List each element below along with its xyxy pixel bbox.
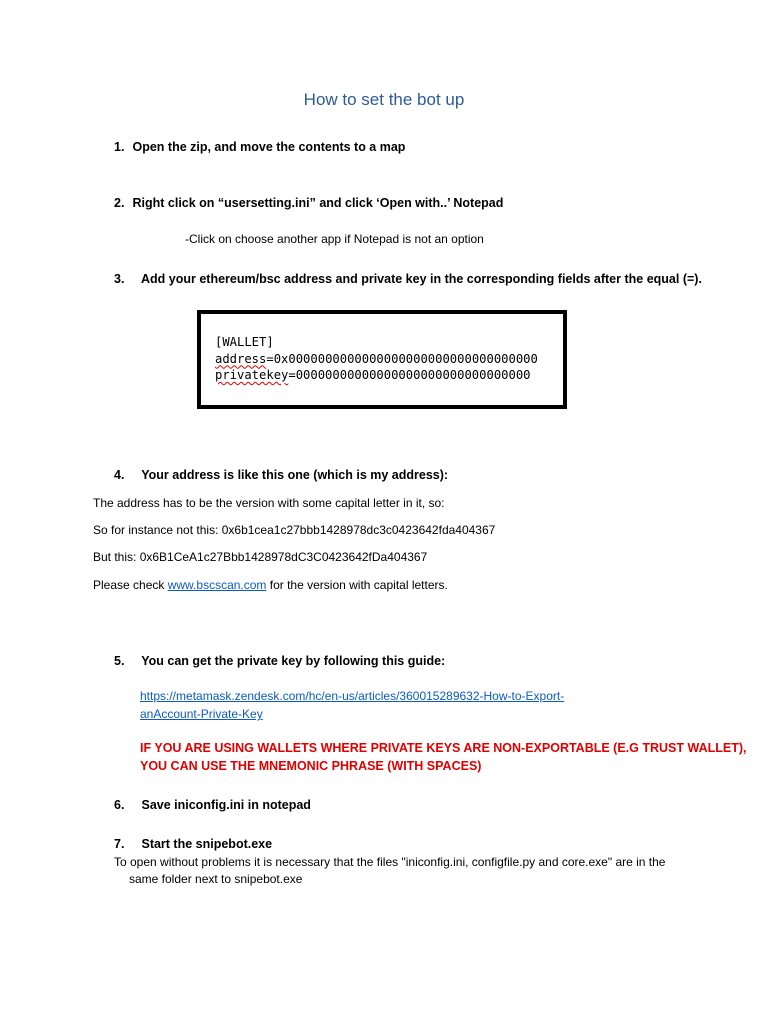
check-suffix: for the version with capital letters. — [266, 578, 448, 592]
address-info-line-4 — [93, 578, 448, 592]
config-code-box — [197, 310, 567, 409]
step-number: 6. — [114, 798, 125, 812]
code-privatekey-value: =00000000000000000000000000000000 — [288, 368, 531, 382]
step-3 — [114, 272, 702, 286]
code-privatekey-line — [215, 367, 563, 384]
step-number: 1. — [114, 140, 125, 154]
step-text: Add your ethereum/bsc address and private key in the corresponding fields after the equal (=). — [141, 272, 702, 286]
final-note-line-2: same folder next to snipebot.exe — [129, 872, 303, 886]
address-info-line-1: The address has to be the version with some capital letter in it, so: — [93, 496, 445, 510]
step-text: Save iniconfig.ini in notepad — [141, 798, 311, 812]
warning-line-2: YOU CAN USE THE MNEMONIC PHRASE (WITH SPACES) — [140, 759, 482, 773]
address-info-line-2: So for instance not this: 0x6b1cea1c27bbb1428978dc3c0423642fda404367 — [93, 523, 496, 537]
step-number: 5. — [114, 654, 125, 668]
step-6 — [114, 798, 311, 812]
step-2 — [114, 196, 503, 210]
check-prefix: Please check — [93, 578, 168, 592]
step-number: 4. — [114, 468, 125, 482]
step-number: 3. — [114, 272, 125, 286]
step-7 — [114, 837, 272, 851]
warning-line-1: IF YOU ARE USING WALLETS WHERE PRIVATE KEYS ARE NON-EXPORTABLE (E.G TRUST WALLET), — [140, 741, 747, 755]
metamask-guide-link-line-1[interactable]: https://metamask.zendesk.com/hc/en-us/articles/360015289632-How-to-Export- — [140, 689, 565, 703]
step-text: Start the snipebot.exe — [141, 837, 273, 851]
code-section-header: [WALLET] — [215, 335, 274, 349]
metamask-guide-link-line-2[interactable]: anAccount-Private-Key — [140, 707, 263, 721]
step-text: Right click on “usersetting.ini” and click ‘Open with..’ Notepad — [132, 196, 504, 210]
page-title: How to set the bot up — [303, 90, 465, 109]
code-address-line — [215, 351, 563, 368]
code-address-key: address — [215, 351, 267, 366]
bscscan-link[interactable]: www.bscscan.com — [167, 578, 267, 592]
step-5 — [114, 654, 445, 668]
code-address-value: =0x0000000000000000000000000000000000 — [266, 351, 538, 366]
step-text: Open the zip, and move the contents to a map — [132, 140, 406, 154]
step-2-note: -Click on choose another app if Notepad is not an option — [185, 232, 484, 246]
step-text: Your address is like this one (which is my address): — [141, 468, 449, 482]
step-text: You can get the private key by following this guide: — [141, 654, 446, 668]
step-4 — [114, 468, 448, 482]
step-number: 2. — [114, 196, 125, 210]
step-1 — [114, 140, 405, 154]
step-number: 7. — [114, 837, 125, 851]
code-privatekey-key: privatekey — [215, 368, 289, 382]
final-note-line-1: To open without problems it is necessary that the files "iniconfig.ini, configfile.py and core.exe" are in the — [114, 855, 666, 869]
address-info-line-3: But this: 0x6B1CeA1c27Bbb1428978dC3C0423642fDa404367 — [93, 550, 428, 564]
